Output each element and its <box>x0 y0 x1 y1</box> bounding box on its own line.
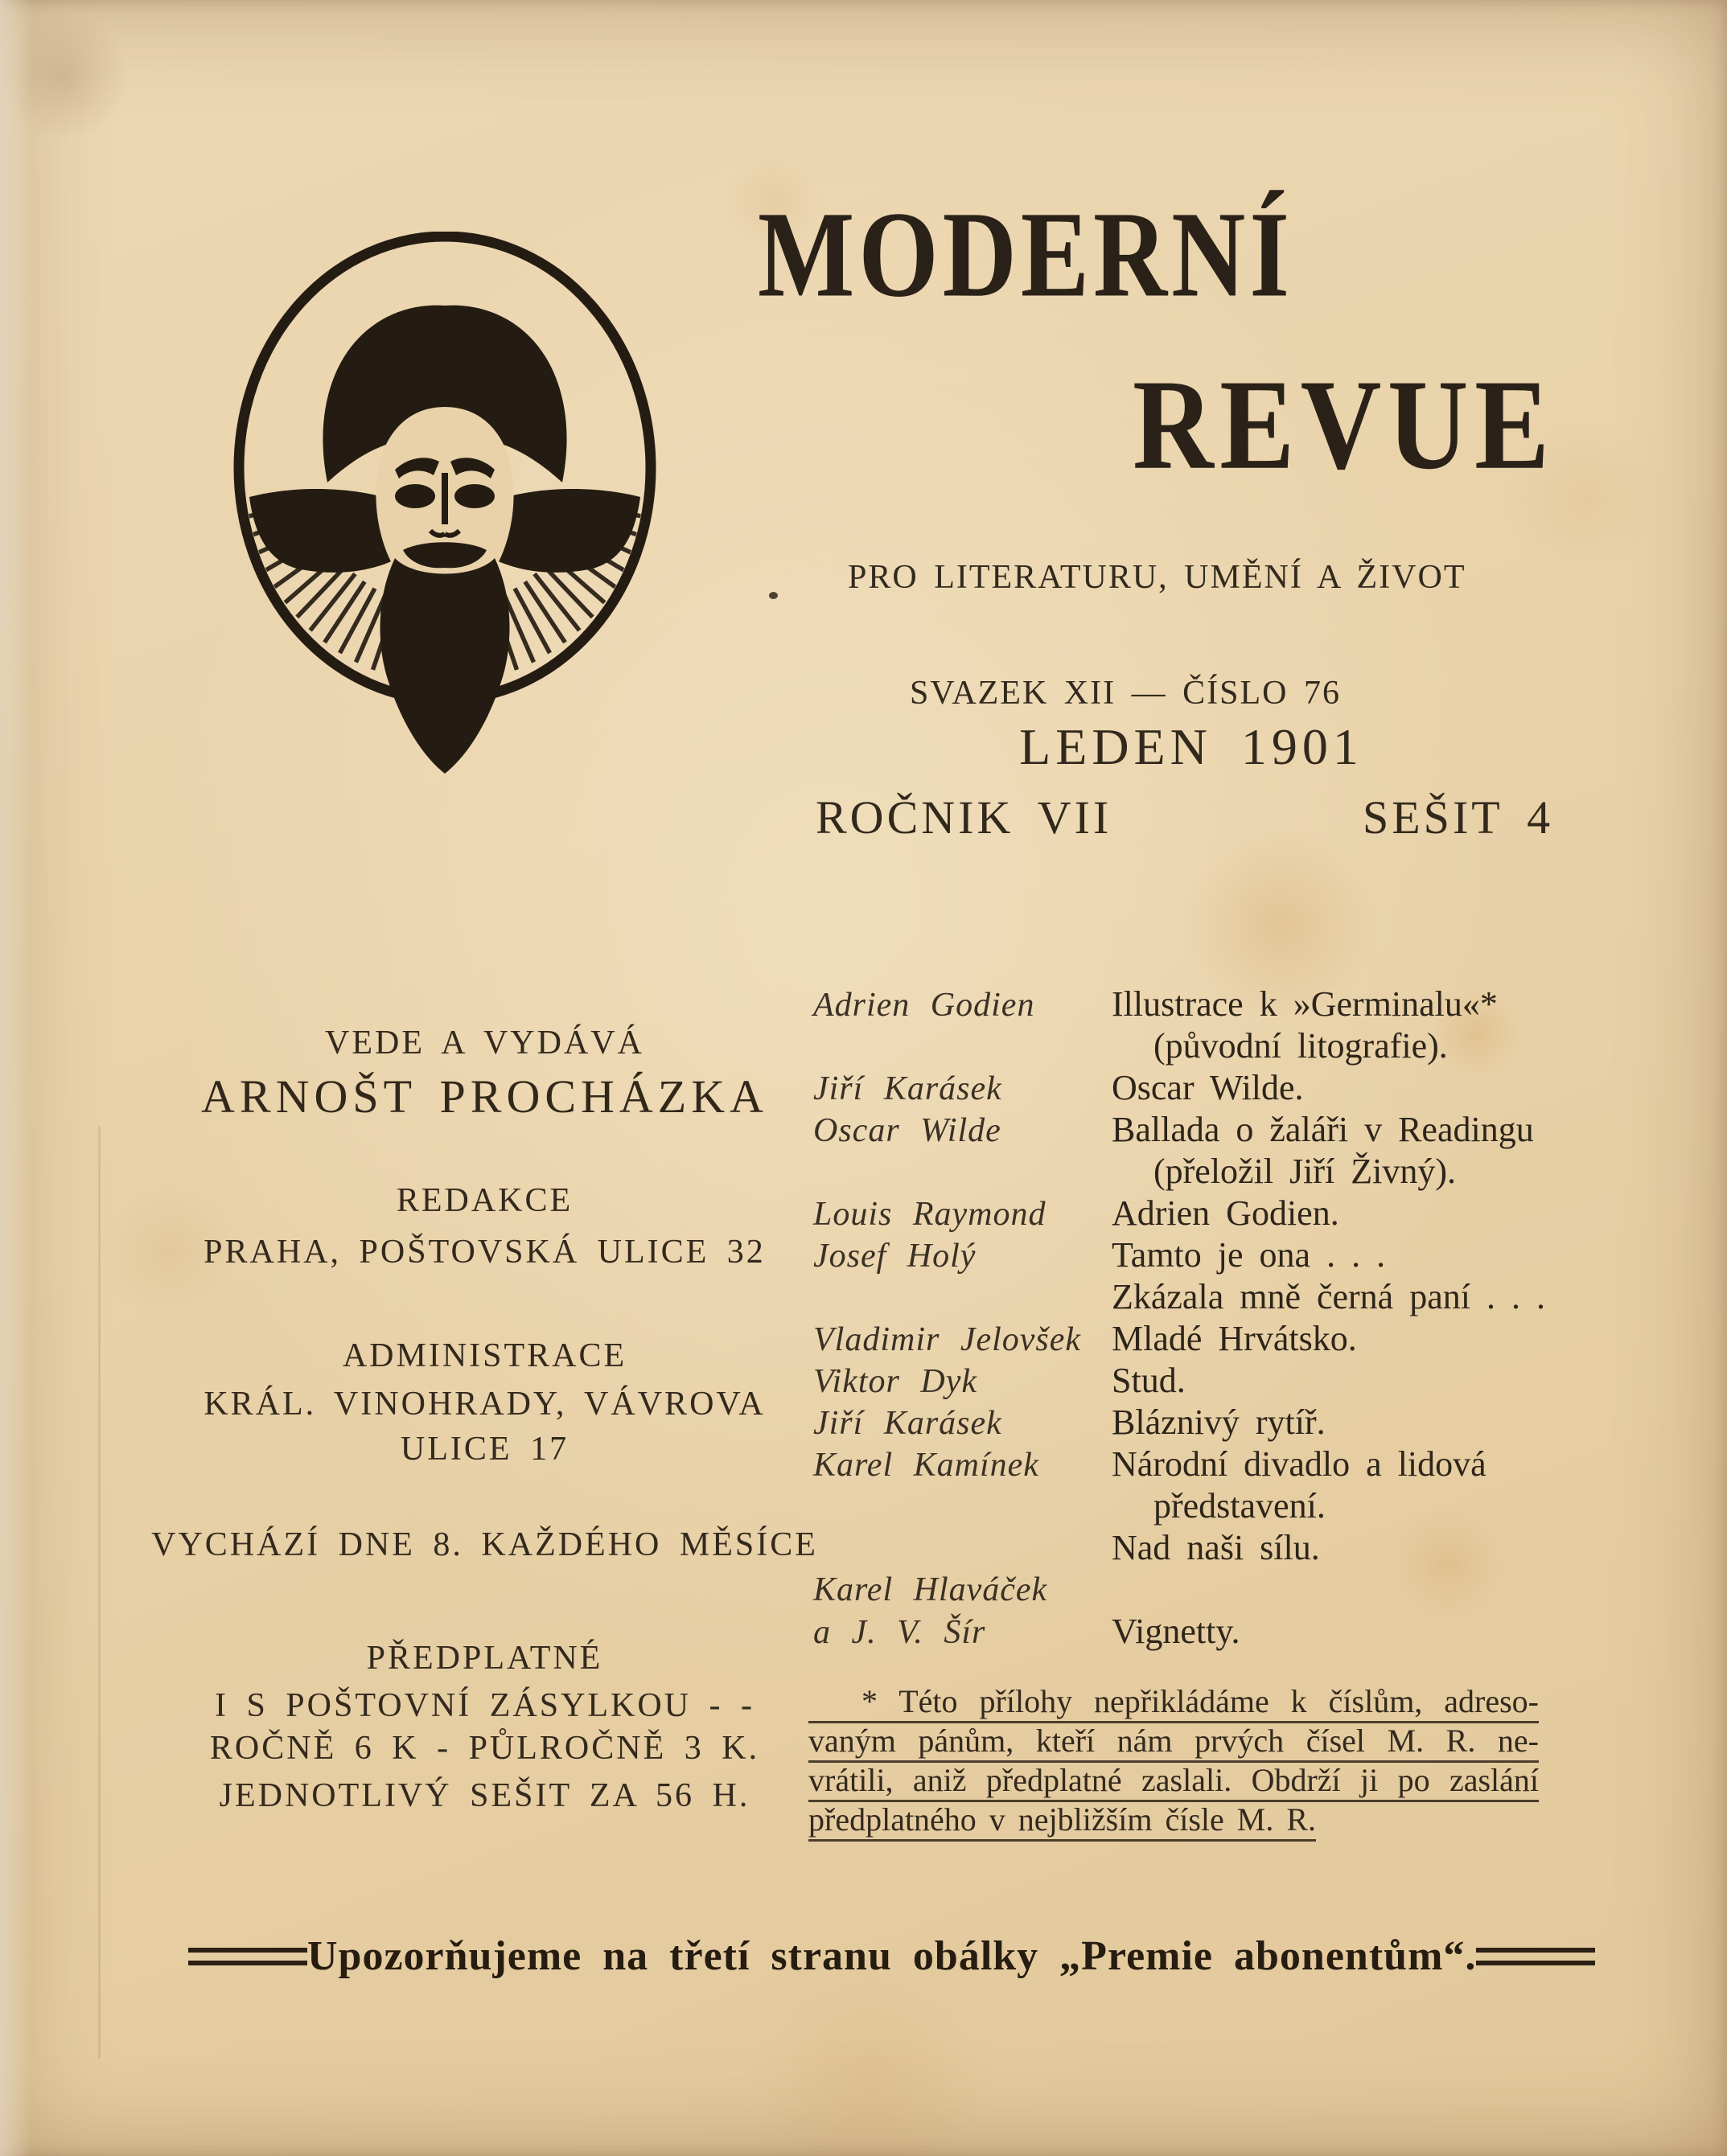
toc-title: Illustrace k »Germinalu«* <box>1112 984 1498 1024</box>
publisher-line: PRAHA, POŠTOVSKÁ ULICE 32 <box>204 1234 766 1271</box>
publisher-line: ARNOŠT PROCHÁZKA <box>201 1070 768 1123</box>
toc-author: Jiří Karásek <box>813 1070 1002 1107</box>
paper-crease <box>98 1126 101 2059</box>
footnote-line <box>808 1802 1539 1842</box>
double-rule-right <box>1476 1948 1595 1965</box>
bearded-man-logo <box>229 232 664 795</box>
ink-speck <box>769 592 778 599</box>
toc-title: Vignetty. <box>1112 1612 1240 1651</box>
publisher-line: ROČNĚ 6 K - PŮLROČNĚ 3 K. <box>209 1730 760 1767</box>
toc-title: (původní litografie). <box>1153 1026 1448 1066</box>
toc-row <box>813 984 1557 1025</box>
toc-title: Národní divadlo a lidová <box>1112 1444 1486 1484</box>
footnote-line: vrátili, aniž předplatné zaslali. Obdrží ji po zaslání <box>808 1763 1539 1802</box>
footnote-line: * Této přílohy nepřikládáme k číslům, adreso- <box>808 1684 1539 1723</box>
toc-author: Vladimir Jelovšek <box>813 1321 1082 1358</box>
toc-author: Oscar Wilde <box>813 1112 1001 1149</box>
publisher-line: VYCHÁZÍ DNE 8. KAŽDÉHO MĚSÍCE <box>151 1526 818 1563</box>
publisher-line: PŘEDPLATNÉ <box>366 1640 603 1677</box>
bottom-banner <box>188 1933 1593 1979</box>
toc-title: Ballada o žaláři v Readingu <box>1112 1110 1534 1149</box>
toc-title: Stud. <box>1112 1361 1186 1400</box>
publisher-line: JEDNOTLIVÝ SEŠIT ZA 56 H. <box>219 1777 750 1814</box>
toc-row <box>813 1443 1557 1485</box>
toc-author: Viktor Dyk <box>813 1363 977 1400</box>
publisher-line: VEDE A VYDÁVÁ <box>325 1025 644 1062</box>
masthead-volume-line: SVAZEK XII — ČÍSLO 76 <box>910 675 1341 712</box>
toc-author: Karel Kamínek <box>813 1447 1039 1484</box>
toc-row <box>813 1569 1557 1611</box>
publisher-line: I S POŠTOVNÍ ZÁSYLKOU - - <box>214 1687 755 1724</box>
toc-title: Zkázala mně černá paní . . . <box>1112 1277 1545 1316</box>
toc-row <box>813 1402 1557 1443</box>
toc-author: Karel Hlaváček <box>813 1571 1048 1608</box>
toc-title: Mladé Hrvátsko. <box>1112 1319 1357 1358</box>
toc-title: (přeložil Jiří Živný). <box>1153 1152 1457 1191</box>
table-of-contents <box>813 984 1557 1653</box>
double-rule-left <box>188 1948 307 1965</box>
toc-row <box>813 1485 1557 1527</box>
footnote-line-text: předplatného v nejbližším čísle M. R. <box>808 1801 1316 1842</box>
toc-row <box>813 1360 1557 1402</box>
toc-title: Bláznivý rytíř. <box>1112 1402 1326 1442</box>
publisher-line: REDAKCE <box>396 1182 574 1219</box>
toc-row <box>813 1318 1557 1360</box>
publisher-line: KRÁL. VINOHRADY, VÁVROVA <box>204 1386 766 1423</box>
toc-row <box>813 1151 1557 1193</box>
toc-row <box>813 1234 1557 1276</box>
toc-title: Adrien Godien. <box>1112 1193 1339 1233</box>
publisher-line: ADMINISTRACE <box>342 1337 627 1374</box>
masthead-title-word2: REVUE <box>1133 353 1556 497</box>
toc-title: Oscar Wilde. <box>1112 1068 1304 1107</box>
masthead-title-word1: MODERNÍ <box>758 186 1294 323</box>
toc-title: Nad naši sílu. <box>1112 1528 1320 1567</box>
masthead-subtitle: PRO LITERATURU, UMĚNÍ A ŽIVOT <box>848 559 1466 596</box>
footnote-line: vaným pánům, kteří nám prvých čísel M. R. ne- <box>808 1723 1539 1763</box>
paper-edge-highlight <box>0 0 32 2156</box>
toc-author: Jiří Karásek <box>813 1405 1002 1442</box>
toc-row <box>813 1067 1557 1109</box>
issue-sesit: SEŠIT 4 <box>1363 791 1554 844</box>
toc-row <box>813 1025 1557 1067</box>
toc-author: Louis Raymond <box>813 1196 1046 1233</box>
toc-title: představení. <box>1153 1486 1326 1526</box>
toc-title: Tamto je ona . . . <box>1112 1235 1386 1275</box>
toc-row <box>813 1193 1557 1234</box>
toc-row <box>813 1109 1557 1151</box>
issue-date: LEDEN 1901 <box>1019 718 1363 775</box>
toc-row <box>813 1611 1557 1653</box>
banner-text: Upozorňujeme na třetí stranu obálky „Premie abonentům“. <box>307 1933 1477 1979</box>
toc-author: a J. V. Šír <box>813 1614 986 1651</box>
toc-author: Josef Holý <box>813 1238 977 1275</box>
footnote-block <box>808 1684 1539 1842</box>
toc-row <box>813 1276 1557 1318</box>
publisher-line: ULICE 17 <box>400 1431 569 1468</box>
toc-row <box>813 1527 1557 1569</box>
issue-rocnik: ROČNIK VII <box>816 791 1112 844</box>
toc-author: Adrien Godien <box>813 987 1035 1024</box>
